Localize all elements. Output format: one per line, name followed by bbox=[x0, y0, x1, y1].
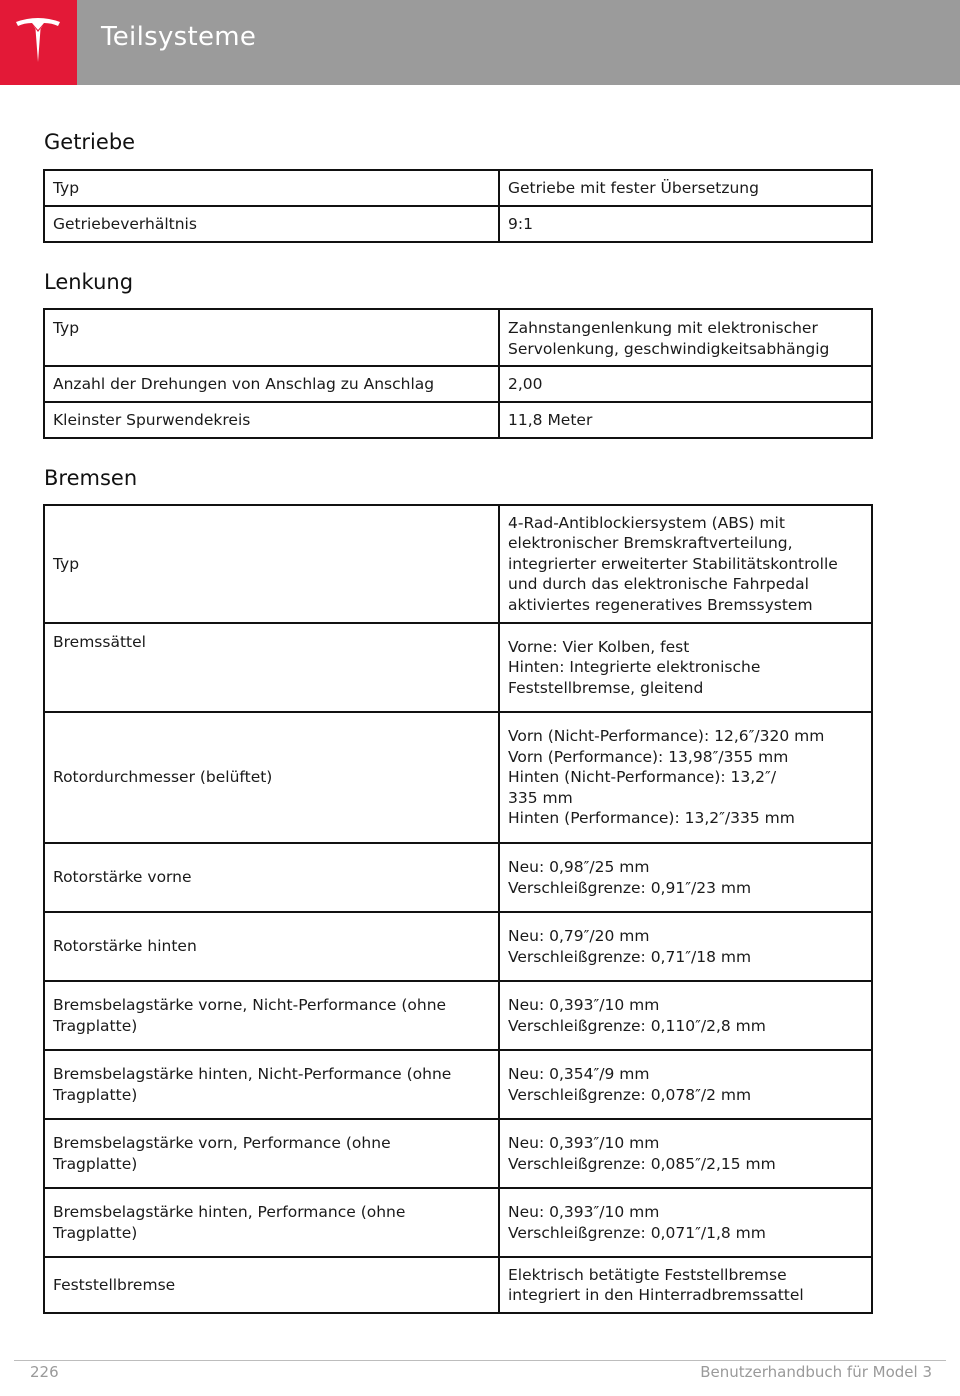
spec-label: Feststellbremse bbox=[44, 1257, 499, 1313]
spec-label: Bremsbelagstärke vorne, Nicht-Performance (ohne Tragplatte) bbox=[44, 981, 499, 1050]
table-row bbox=[44, 843, 872, 912]
spec-value: Getriebe mit fester Übersetzung bbox=[499, 170, 872, 206]
tesla-logo-icon bbox=[14, 16, 62, 68]
spec-value: Neu: 0,393″/10 mm Verschleißgrenze: 0,085″/2,15 mm bbox=[499, 1119, 872, 1188]
spec-value: Vorn (Nicht-Performance): 12,6″/320 mm Vorn (Performance): 13,98″/355 mm Hinten (Nicht-Performance): 13,2″/ 335 mm Hinten (Performance): 13,2″/335 mm bbox=[499, 712, 872, 843]
spec-value: 9:1 bbox=[499, 206, 872, 242]
table-row bbox=[44, 1050, 872, 1119]
spec-value: Neu: 0,393″/10 mm Verschleißgrenze: 0,071″/1,8 mm bbox=[499, 1188, 872, 1257]
spec-label: Anzahl der Drehungen von Anschlag zu Anschlag bbox=[44, 366, 499, 402]
lenkung-table bbox=[43, 308, 873, 439]
section-title-lenkung: Lenkung bbox=[44, 270, 134, 294]
bremsen-table bbox=[43, 504, 873, 1314]
brand-logo-box bbox=[0, 0, 77, 85]
section-title-getriebe: Getriebe bbox=[44, 130, 136, 154]
spec-value: Elektrisch betätigte Feststellbremse integriert in den Hinterradbremssattel bbox=[499, 1257, 872, 1313]
footer-divider bbox=[14, 1360, 946, 1361]
spec-label: Typ bbox=[44, 309, 499, 366]
page-header bbox=[0, 0, 960, 85]
table-row bbox=[44, 366, 872, 402]
table-row bbox=[44, 981, 872, 1050]
page-header-title: Teilsysteme bbox=[101, 22, 257, 52]
spec-value: 2,00 bbox=[499, 366, 872, 402]
table-row bbox=[44, 170, 872, 206]
table-row bbox=[44, 402, 872, 438]
table-row bbox=[44, 206, 872, 242]
spec-label: Rotorstärke vorne bbox=[44, 843, 499, 912]
table-row bbox=[44, 1119, 872, 1188]
spec-value: Neu: 0,393″/10 mm Verschleißgrenze: 0,110″/2,8 mm bbox=[499, 981, 872, 1050]
spec-value: 4-Rad-Antiblockiersystem (ABS) mit elektronischer Bremskraftverteilung, integrierter erweiterter Stabilitätskontrolle und durch das elektronische Fahrpedal aktiviertes regeneratives Bremssystem bbox=[499, 505, 872, 623]
table-row bbox=[44, 623, 872, 712]
spec-value: Zahnstangenlenkung mit elektronischer Servolenkung, geschwindigkeitsabhängig bbox=[499, 309, 872, 366]
spec-value: Neu: 0,98″/25 mm Verschleißgrenze: 0,91″/23 mm bbox=[499, 843, 872, 912]
table-row bbox=[44, 1188, 872, 1257]
getriebe-table bbox=[43, 169, 873, 243]
spec-value: Neu: 0,79″/20 mm Verschleißgrenze: 0,71″/18 mm bbox=[499, 912, 872, 981]
spec-label: Rotorstärke hinten bbox=[44, 912, 499, 981]
spec-value: Vorne: Vier Kolben, fest Hinten: Integrierte elektronische Feststellbremse, gleitend bbox=[499, 623, 872, 712]
spec-label: Bremsbelagstärke hinten, Nicht-Performance (ohne Tragplatte) bbox=[44, 1050, 499, 1119]
spec-label: Typ bbox=[44, 170, 499, 206]
spec-label: Kleinster Spurwendekreis bbox=[44, 402, 499, 438]
section-title-bremsen: Bremsen bbox=[44, 466, 138, 490]
manual-title: Benutzerhandbuch für Model 3 bbox=[700, 1363, 932, 1381]
table-row bbox=[44, 505, 872, 623]
spec-label: Getriebeverhältnis bbox=[44, 206, 499, 242]
spec-label: Bremsbelagstärke hinten, Performance (ohne Tragplatte) bbox=[44, 1188, 499, 1257]
page-number: 226 bbox=[30, 1363, 59, 1381]
table-row bbox=[44, 712, 872, 843]
spec-label: Bremssättel bbox=[44, 623, 499, 712]
table-row bbox=[44, 309, 872, 366]
spec-label: Rotordurchmesser (belüftet) bbox=[44, 712, 499, 843]
table-row bbox=[44, 912, 872, 981]
spec-value: 11,8 Meter bbox=[499, 402, 872, 438]
spec-value: Neu: 0,354″/9 mm Verschleißgrenze: 0,078″/2 mm bbox=[499, 1050, 872, 1119]
table-row bbox=[44, 1257, 872, 1313]
spec-label: Typ bbox=[44, 505, 499, 623]
spec-label: Bremsbelagstärke vorn, Performance (ohne Tragplatte) bbox=[44, 1119, 499, 1188]
